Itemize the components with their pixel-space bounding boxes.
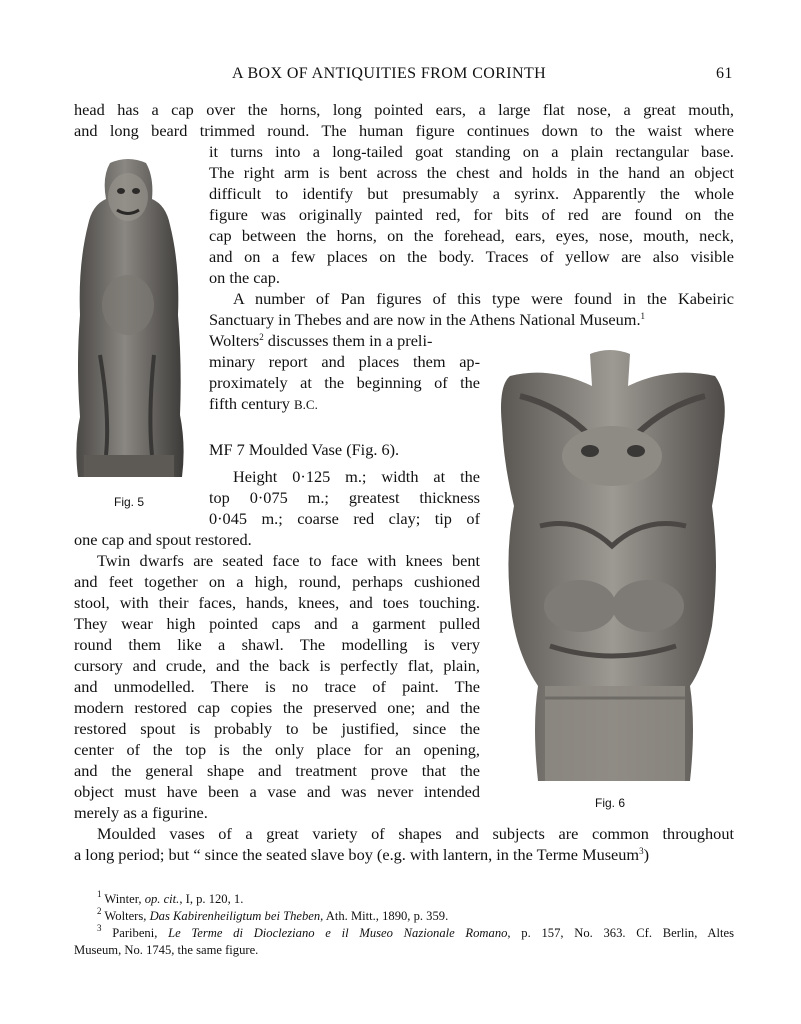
footnote-ref: 3	[639, 846, 644, 856]
footnote-text: , Ath. Mitt., 1890, p. 359.	[320, 909, 449, 923]
footnote-number: 1	[97, 889, 102, 899]
footnote-text: , p. 157, No. 363. Cf. Berlin, Altes	[507, 926, 734, 940]
footnote-1	[97, 891, 243, 908]
twin-dwarfs-vase-image	[490, 346, 735, 786]
era-abbrev: B.C.	[294, 397, 318, 412]
footnote-3-continued: Museum, No. 1745, the same figure.	[74, 943, 259, 957]
figure-6-caption: Fig. 6	[595, 796, 626, 810]
text-line	[74, 845, 649, 865]
text-line: The right arm is bent across the chest and holds in the hand an object	[209, 163, 734, 182]
text-line: and feet together on a high, round, perhaps cushioned	[74, 572, 480, 591]
footnote-italic: Le Terme di Diocleziano e il Museo Nazionale Romano	[168, 926, 508, 940]
footnote-2	[97, 908, 448, 925]
text-line: and unmodelled. There is no trace of paint. The	[74, 677, 480, 696]
text-line: stool, with their faces, hands, knees, and toes touching.	[74, 593, 480, 612]
text-run: a long period; but “ since the seated slave boy (e.g. with lantern, in the Terme Museum	[74, 845, 640, 864]
footnote-text: Paribeni,	[112, 926, 169, 940]
text-line: head has a cap over the horns, long pointed ears, a large flat nose, a great mouth,	[74, 100, 734, 119]
text-line	[233, 289, 734, 309]
text-line: figure was originally painted red, for bits of red are found on the	[209, 205, 734, 224]
text-line: modern restored cap copies the preserved one; and the	[74, 698, 480, 717]
text-line: and the general shape and treatment prove that the	[74, 761, 480, 780]
entry-heading: MF 7 Moulded Vase (Fig. 6).	[209, 440, 400, 459]
text-line: cursory and crude, and the back is perfectly flat, plain,	[74, 656, 480, 675]
text-run: )	[643, 845, 650, 864]
text-run: Wolters	[209, 331, 260, 350]
footnote-number: 3	[97, 923, 102, 933]
figure-5-caption: Fig. 5	[114, 495, 145, 509]
text-run: Sanctuary in Thebes and are now in the Athens National Museum.	[209, 310, 641, 329]
text-line: minary report and places them ap-	[209, 352, 480, 371]
text-run: discusses them in a preli-	[263, 331, 433, 350]
text-line: object must have been a vase and was never intended	[74, 782, 480, 801]
text-line: one cap and spout restored.	[74, 530, 252, 549]
text-line	[209, 310, 645, 330]
text-line: cap between the horns, on the forehead, ears, eyes, nose, mouth, neck,	[209, 226, 734, 245]
pan-figurine-image	[70, 155, 188, 483]
footnote-italic: Das Kabirenheiligtum bei Theben	[149, 909, 321, 923]
text-line: merely as a figurine.	[74, 803, 208, 822]
text-line: restored spout is probably to be justified, since the	[74, 719, 480, 738]
text-line: proximately at the beginning of the	[209, 373, 480, 392]
text-run: A number of Pan figures of this type were found in the Kabeiric	[233, 289, 734, 308]
text-line: and long beard trimmed round. The human figure continues down to the waist where	[74, 121, 734, 140]
text-line: They wear high pointed caps and a garment pulled	[74, 614, 480, 633]
text-line: difficult to identify but presumably a syrinx. Apparently the whole	[209, 184, 734, 203]
text-line: center of the top is the only place for an opening,	[74, 740, 480, 759]
text-line: on the cap.	[209, 268, 280, 287]
footnote-number: 2	[97, 906, 102, 916]
footnote-ref: 2	[259, 332, 264, 342]
text-line: 0·045 m.; coarse red clay; tip of	[209, 509, 480, 528]
footnote-italic: op. cit.	[144, 892, 180, 906]
text-line	[209, 394, 318, 415]
text-line	[209, 331, 432, 351]
text-line: top 0·075 m.; greatest thickness	[209, 488, 480, 507]
page-number: 61	[716, 65, 733, 82]
text-line: Twin dwarfs are seated face to face with knees bent	[97, 551, 480, 570]
text-line: and on a few places on the body. Traces of yellow are also visible	[209, 247, 734, 266]
text-line: it turns into a long-tailed goat standing on a plain rectangular base.	[209, 142, 734, 161]
footnote-3	[97, 925, 734, 942]
text-line: Moulded vases of a great variety of shapes and subjects are common throughout	[97, 824, 734, 843]
text-run: fifth century	[209, 394, 294, 413]
footnote-text: Winter,	[104, 892, 145, 906]
text-line: Height 0·125 m.; width at the	[233, 467, 480, 486]
figure-6-photo	[490, 346, 735, 786]
footnote-text: , I, p. 120, 1.	[179, 892, 244, 906]
footnote-text: Wolters,	[104, 909, 150, 923]
figure-5-photo	[70, 155, 188, 483]
footnote-ref: 1	[640, 311, 646, 321]
text-line: round them like a shawl. The modelling is very	[74, 635, 480, 654]
running-header-title: A BOX OF ANTIQUITIES FROM CORINTH	[232, 65, 547, 82]
